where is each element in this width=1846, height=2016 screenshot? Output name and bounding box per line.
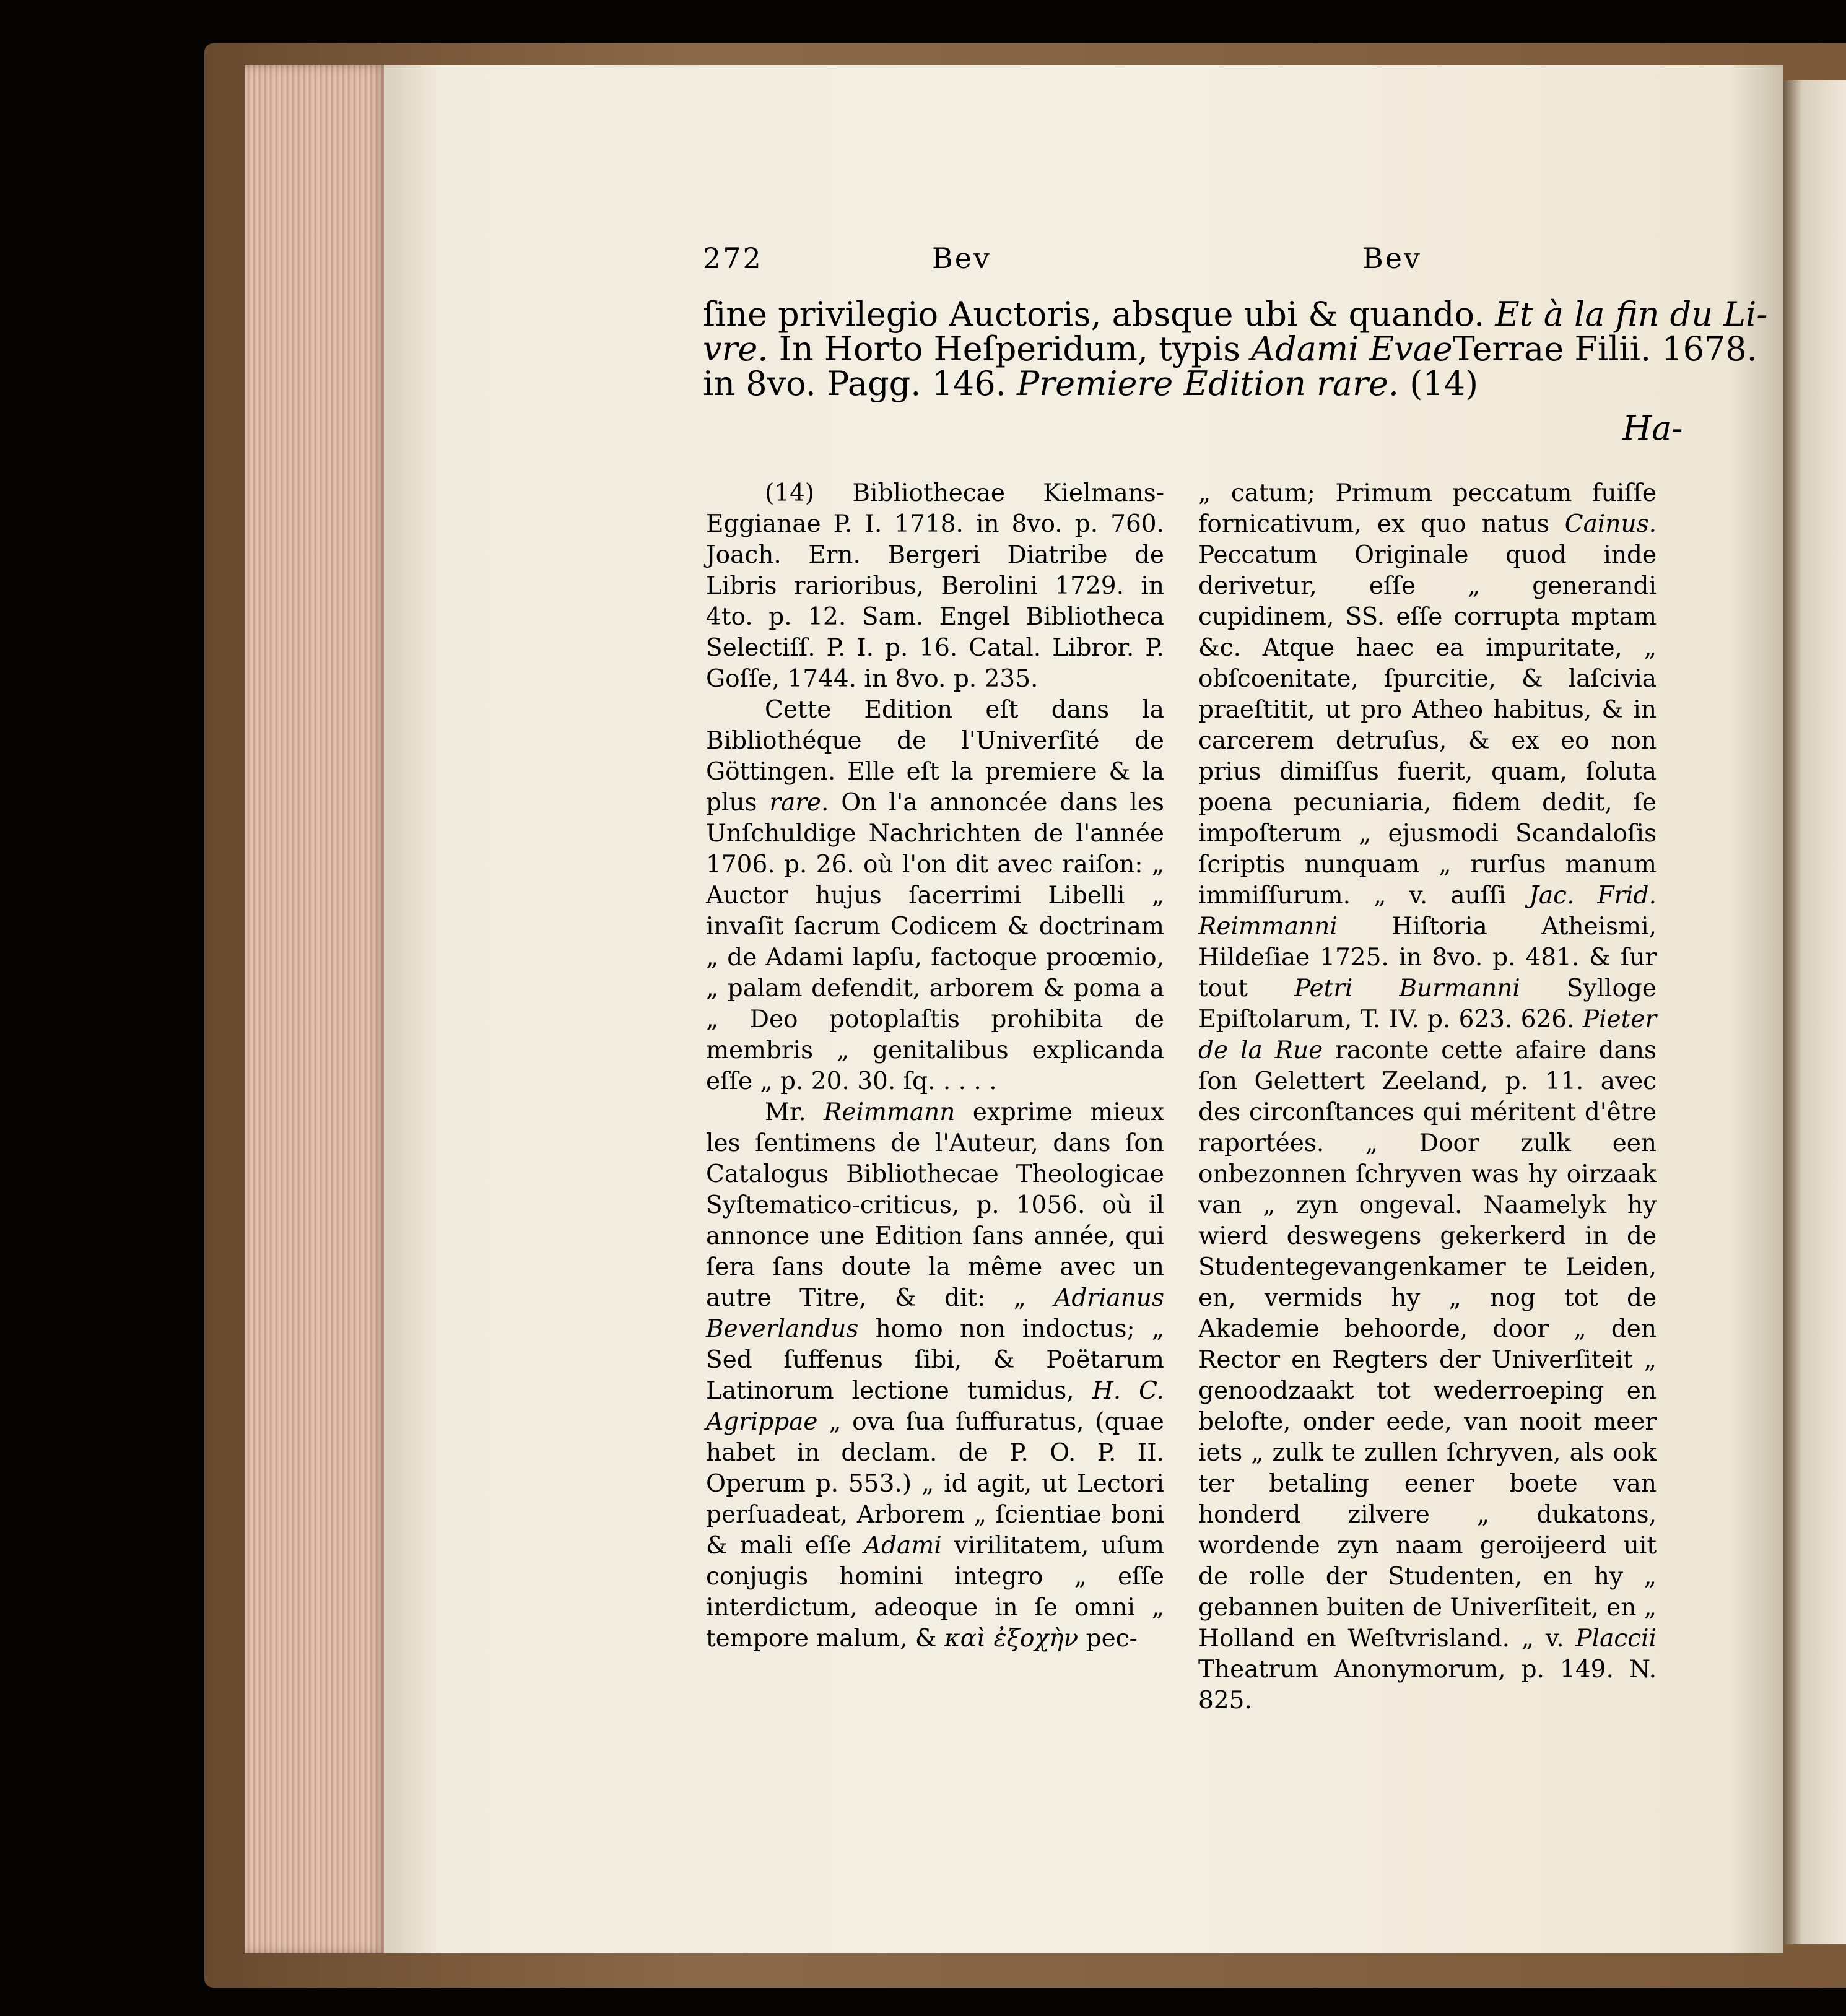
catchword: Ha- <box>1622 409 1683 448</box>
page-block-edge <box>245 65 387 1953</box>
entry-line-2: vre. In Horto Heſperidum, typis Adami EvaeTerrae Filii. 1678. <box>703 329 1757 368</box>
footnote-column-left <box>706 478 1164 1654</box>
entry-line-3: in 8vo. Pagg. 146. Premiere Edition rare. (14) <box>703 364 1479 403</box>
page-number: 272 <box>703 241 763 275</box>
headword-right: Bev <box>1362 241 1422 275</box>
footnote-paragraph-2: Cette Edition eſt dans la Bibliothéque de l'Univerſité de Göttingen. Elle eſt la premiere & la plus rare. On l'a annoncée dans les Unſchuldige Nachrichten de l'année 1706. p. 26. où l'on dit avec raiſon: „ Auctor hujus ſacerrimi Libelli „ invaſit ſacrum Codicem & doctrinam „ de Adami lapſu, factoque proœmio, „ palam defendit, arborem & poma a „ Deo potoplaſtis prohibita de membris „ genitalibus explicanda eſſe „ p. 20. 30. ſq. . . . . <box>706 696 1165 1095</box>
headword-left: Bev <box>932 241 992 275</box>
entry-continuation <box>703 295 1768 403</box>
footnote-paragraph-3: Mr. Reimmann exprime mieux les ſentimens de l'Auteur, dans ſon Catalogus Bibliothecae Theologicae Syſtematico-criticus, p. 1056. où il annonce une Edition ſans année, qui ſera ſans doute la même avec un autre Titre, & dit: „ Adrianus Beverlandus homo non indoctus; „ Sed ſuffenus ſibi, & Poëtarum Latinorum lectione tumidus, H. C. Agrippae „ ova ſua ſuffuratus, (quae habet in declam. de P. O. P. II. Operum p. 553.) „ id agit, ut Lectori perſuadeat, Arborem „ ſcientiae boni & mali eſſe Adami virilitatem, uſum conjugis homini integro „ eſſe interdictum, adeoque in ſe omni „ tempore malum, & καὶ ἐξοχὴν pec- <box>706 1098 1164 1653</box>
footnote-paragraph-1: (14) Bibliothecae Kielmans-Eggianae P. I. 1718. in 8vo. p. 760. Joach. Ern. Bergeri Diatribe de Libris rarioribus, Berolini 1729. in 4to. p. 12. Sam. Engel Bibliotheca Selectiſſ. P. I. p. 16. Catal. Libror. P. Goſſe, 1744. in 8vo. p. 235. <box>706 479 1164 693</box>
running-head <box>703 241 1424 285</box>
footnote-column-right <box>1198 478 1657 1716</box>
facing-page-edge <box>1783 80 1846 1944</box>
footnote-paragraph-right: „ catum; Primum peccatum fuiſſe fornicativum, ex quo natus Cainus. Peccatum Originale quod inde derivetur, eſſe „ generandi cupidinem, SS. eſſe corrupta mptam &c. Atque haec ea impuritate, „ obſcoenitate, ſpurcitie, & laſcivia praeſtitit, ut pro Atheo habitus, & in carcerem detruſus, & ex eo non prius dimiſſus fuerit, quam, ſoluta poena pecuniaria, fidem dedit, ſe impoſterum „ ejusmodi Scandaloſis ſcriptis nunquam „ rurſus manum immiſſurum. „ v. auſſi Jac. Frid. Reimmanni Hiſtoria Atheismi, Hildeſiae 1725. in 8vo. p. 481. & ſur tout Petri Burmanni Sylloge Epiſtolarum, T. IV. p. 623. 626. Pieter de la Rue raconte cette afaire dans ſon Gelettert Zeeland, p. 11. avec des circonſtances qui méritent d'être raportées. „ Door zulk een onbezonnen ſchryven was hy oirzaak van „ zyn ongeval. Naamelyk hy wierd deswegens gekerkerd in de Studentegevangenkamer te Leiden, en, vermids hy „ nog tot de Akademie behoorde, door „ den Rector en Regters der Univerſiteit „ genoodzaakt tot wederroeping en belofte, onder eede, van nooit meer iets „ zulk te zullen ſchryven, als ook ter betaling eener boete van honderd zilvere „ dukatons, wordende zyn naam geroijeerd uit de rolle der Studenten, en hy „ gebannen buiten de Univerſiteit, en „ Holland en Weſtvrisland. „ v. Placcii Theatrum Anonymorum, p. 149. N. 825. <box>1198 479 1657 1714</box>
entry-line-1: ſine privilegio Auctoris, absque ubi & quando. Et à la fin du Li- <box>703 295 1768 334</box>
